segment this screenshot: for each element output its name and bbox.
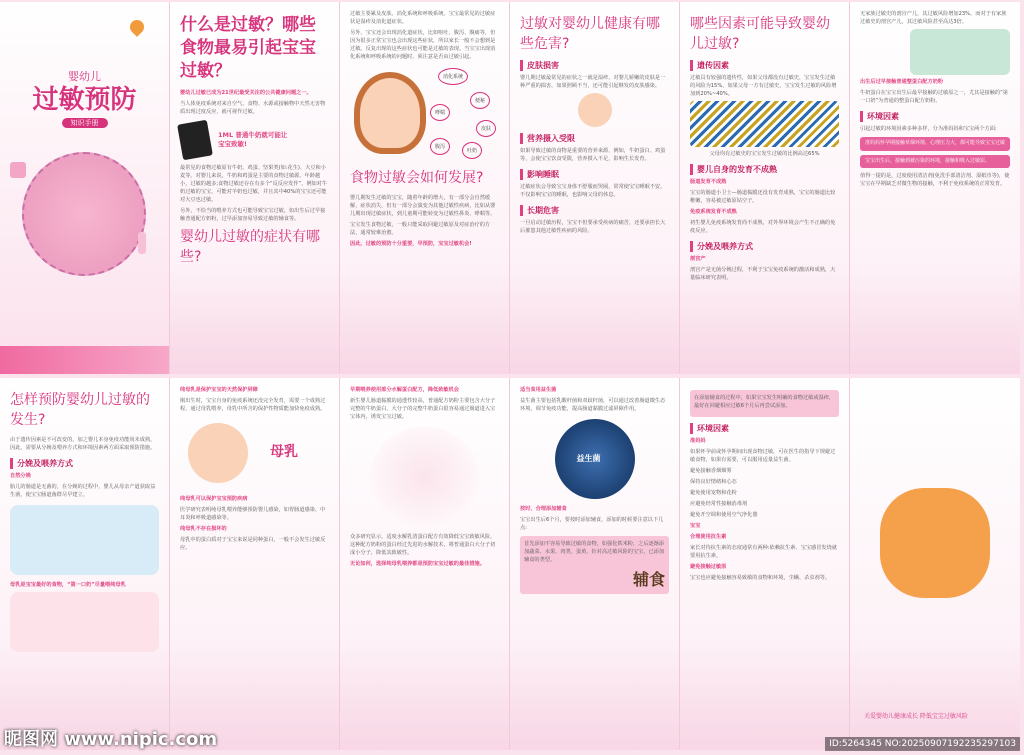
paragraph: 胎儿的肠道是无菌的，在分娩的过程中，婴儿从母亲产道获取益生菌，使宝宝肠道菌群尽早建立。: [10, 484, 156, 498]
minor-heading: 准妈妈: [690, 438, 706, 444]
heart-logo-icon: [127, 17, 147, 37]
paragraph: 宝宝出生后6个月，要按时添加辅食，添加的时候要注意以下几点:: [520, 517, 664, 531]
paragraph: 引起过敏的环境因素多种多样，分为准妈妈和宝宝两个方面:: [860, 126, 997, 132]
crying-baby-illustration: [578, 93, 612, 127]
girl-illustration: [354, 72, 426, 154]
paragraph: 值得一提的是，过度使用清洁剂(免洗手部清洁剂、湿纸巾等)，使宝宝在早期缺乏对微生物的接触，不利于免疫系统的正常发育。: [860, 173, 1010, 187]
probiotic-sphere-illustration: [555, 419, 635, 499]
minor-heading: 宝宝: [690, 523, 701, 529]
highlight-text: 婴幼儿过敏已成为21世纪最受关注的公共健康问题之一。: [180, 90, 312, 96]
heading-what-is-allergy: 什么是过敏？哪些食物最易引起宝宝过敏？: [180, 15, 316, 81]
breastfeeding-illustration: [188, 423, 248, 483]
paragraph: 刚出生时，宝宝自身的免疫系统还没完全发育，需要一个成熟过程，通过母乳喂养，母乳中所含的保护性物质能加快免疫成熟。: [180, 398, 326, 412]
milk-stat: 1ML 普通牛奶就可能让宝宝致敏!: [218, 131, 288, 148]
cover-panel: [0, 2, 170, 374]
minor-heading: 避免接触过敏原: [690, 564, 727, 570]
bottle-icon: [138, 232, 146, 254]
cover-wave: [0, 346, 169, 374]
paragraph: 宝宝也应避免接触容易致敏的食物和环境，尘螨、杀虫剂等。: [690, 575, 831, 581]
minor-heading: 纯母乳可以保护宝宝预防疾病: [180, 496, 248, 502]
milk-stat-row: [180, 122, 329, 158]
paragraph: 过敏主要累及皮肤、消化系统和呼吸系统，宝宝最常见的过敏症状是湿疹及消化道症状。: [350, 11, 496, 25]
surgery-illustration: [910, 29, 1010, 75]
heading-development: 食物过敏会如何发展?: [350, 170, 484, 186]
subheading: 营养摄入受限: [520, 133, 669, 144]
symptom-label: 便秘: [470, 92, 490, 109]
minor-heading: 自然分娩: [10, 473, 31, 479]
heading-harms: 过敏对婴幼儿健康有哪些危害?: [520, 16, 660, 52]
paragraph: 母乳中的蛋白质对于宝宝来说是同种蛋白，一般不会发生过敏反应。: [180, 537, 326, 551]
panel-prevention: [0, 378, 170, 750]
minor-heading: 纯母乳不存在损坏的: [180, 526, 227, 532]
minor-heading: 纯母乳是保护宝宝的天然保护屏障: [180, 387, 258, 393]
breastmilk-label: 母乳: [270, 444, 298, 460]
list-item: 避免开空调和使用空气净化器: [690, 512, 758, 518]
panel-formula: [340, 378, 510, 750]
paragraph: 益生菌主要包括乳酸杆菌和双歧杆菌，可以通过改善肠道微生态环境，调节免疫功能，提高肠道黏膜过滤屏障作用。: [520, 398, 666, 412]
list-item: 避免接触香烟烟雾: [690, 468, 732, 474]
paragraph: 如果导致过敏的食物是重要的营养来源，例如，牛奶蛋白、鸡蛋等，会使宝宝饮食受限，营养摄入不足，影响生长发育。: [520, 148, 666, 162]
subheading: 长期危害: [520, 205, 669, 216]
intro-box: [690, 390, 839, 417]
paragraph: 最常见的食物过敏原有牛奶、鸡蛋、坚果类(如:花生)、大豆和小麦等。对婴儿来说，牛奶和鸡蛋是主要的食物过敏源。年龄越小，过敏的越多;食物过敏还存在有多个“反反应发作”，例如对牛奶过敏的宝宝，可能对羊奶也过敏，并且其中40%的宝宝还可能对大豆也过敏。: [180, 165, 328, 203]
paragraph: 牛奶蛋白在宝宝出生后最早接触的过敏原之一，尤其是接触的“第一口奶”为普通的整蛋白配方奶粉。: [860, 90, 1008, 104]
paragraph: 婴儿期过敏最常见的症状之一就是湿疹，对婴儿娇嫩的皮肤是一种严重的损害，如果照顾不当，还可能引起继发的皮肤感染。: [520, 75, 666, 89]
callout: 准妈妈怀孕期接触草烟环境、心理压力大，都可能导致宝宝过敏: [860, 137, 1010, 151]
mother-baby-illustration: [22, 152, 146, 276]
subheading: 环境因素: [690, 423, 839, 434]
brochure-outside: [0, 2, 1024, 374]
paragraph: 由于遗传因素是不可改变的，加之婴儿本身免疫功能尚未成熟，因此，需要从分娩及喂养方式和环境因素两方面采取预防措施。: [10, 437, 156, 451]
breastfeed-image: [180, 419, 329, 489]
prevention-note: 因此，过敏的预防十分重要，早预防，宝宝过敏机会!: [350, 241, 472, 247]
panel-causes-cont: [850, 2, 1020, 374]
subheading: 分娩及喂养方式: [10, 458, 159, 469]
minor-heading: 按时、合理添加辅食: [520, 506, 567, 512]
paragraph: 婴儿期发生过敏的宝宝，随着年龄的增大，有一部分会自然缓解，症状消失，但有一部分会演变为其他过敏性疾病，比如从婴儿期出现过敏症状，到儿童期可能转变为过敏性鼻炎、哮喘等。: [350, 195, 496, 217]
paragraph: 另外，宝宝还会出现消化道症状，比如呕吐、腹泻、腹痛等，但因为很多正常宝宝也会出现这些症状，所以家长一般不会想到是过敏。反复出现的这些症状也可能是过敏的表现。当宝宝出现消化系统和呼吸系统的问题时，须注意是否由过敏引起。: [350, 30, 496, 60]
heading-symptoms: 婴幼儿过敏的症状有哪些?: [180, 229, 320, 265]
nipic-watermark-logo: 昵图网 www.nipic.com: [4, 729, 218, 750]
family-illustration: [10, 505, 159, 575]
list-item: 应避免经常性接触消毒剂: [690, 501, 748, 507]
subheading: 遗传因素: [690, 60, 839, 71]
subheading: 影响睡眠: [520, 169, 669, 180]
panel-what-is-allergy: [170, 2, 340, 374]
panel-back-cover: [850, 378, 1020, 750]
subheading: 皮肤损害: [520, 60, 669, 71]
paragraph: 宝宝发生食物过敏，一般只能采取回避过敏原及对症治疗的方法，通常较难治愈。: [350, 222, 491, 236]
subheading: 分娩及喂养方式: [690, 241, 839, 252]
paragraph: 无论如何，选择纯母乳喂养都是预防宝宝过敏的最佳措施。: [350, 561, 485, 567]
panel-environment: [680, 378, 850, 750]
symptom-label: 腹泻: [430, 138, 450, 155]
list-item: 保持良好情绪和心态: [690, 479, 737, 485]
paragraph: 无家族过敏史的剖宫产儿，其过敏风险增加23%，而对于有家族过敏史的剖宫产儿，其过敏风险甚至高达3倍。: [860, 11, 1007, 25]
minor-heading: 剖宫产: [690, 256, 706, 262]
symptom-label: 消化系统: [438, 68, 468, 85]
paragraph: 医学研究表明纯母乳喂养能够预防婴儿感染，如胃肠道感染、中耳炎和呼吸道感染等。: [180, 507, 326, 521]
paragraph: 剖宫产是无菌分娩过程，不利于宝宝免疫系统的激活和成熟，大量临床研究表明。: [690, 267, 836, 281]
minor-heading: 适当食用益生菌: [520, 387, 557, 393]
paragraph: 在添加辅食的过程中，如果宝宝发生明确的食物过敏或湿疹，最好在回避相应过敏6个月后再尝试添加。: [694, 395, 835, 409]
cover-badge: 知识手册: [62, 118, 108, 128]
callout: 宝宝出生后，接触到被污染的环境，接触和吸入过敏原。: [860, 155, 1010, 169]
image-id-watermark: ID:5264345 NO:20250907192235297103: [825, 737, 1020, 751]
minor-heading: 早期喂养使用部分水解蛋白配方，降低致敏机会: [350, 387, 459, 393]
complementary-food-tag: 辅食: [632, 570, 665, 589]
symptom-label: 吐奶: [462, 142, 482, 159]
list-item: 避免使用宠物和花粉: [690, 490, 737, 496]
paragraph: 家长对待抗生素的态度通常有两种:依赖抗生素、宝宝感冒发烧就要用抗生素。: [690, 545, 837, 559]
brochure-inside: [0, 378, 1024, 750]
first-milk-note: 母乳是宝宝最好的食物，“第一口奶”尽量喂纯母乳: [10, 582, 126, 588]
panel-symptoms: [340, 2, 510, 374]
tips-box: [520, 536, 669, 594]
symptom-label: 哮喘: [430, 104, 450, 121]
paragraph: 过敏具有较强的遗传性，如果父母都没有过敏史，宝宝发生过敏的风险为15%，如果父母一方有过敏史，宝宝发生过敏的风险增加到20%~40%。: [690, 75, 837, 97]
subheading: 婴儿自身的发育不成熟: [690, 164, 839, 175]
minor-heading: 肠道发育不成熟: [690, 179, 727, 185]
dna-illustration: [690, 101, 839, 147]
panel-causes: [680, 2, 850, 374]
cover-title: 过敏预防: [32, 85, 137, 115]
mother-child-illustration: [880, 488, 990, 598]
baby-bottle-illustration: [370, 427, 479, 527]
heading-prevention: 怎样预防婴幼儿过敏的发生?: [10, 392, 150, 428]
minor-heading: 出生后过早接触普通整蛋白配方奶粉: [860, 79, 944, 85]
panel-breastfeeding: [170, 378, 340, 750]
dna-caption: 父母均有过敏史的宝宝发生过敏的比例高达65%: [709, 151, 820, 157]
minor-heading: 免疫系统发育不成熟: [690, 209, 737, 215]
panel-probiotics: [510, 378, 680, 750]
tips-text: 首先添加不容易导致过敏的食物，如强化铁米粉，之后逐渐添加蔬菜、水果、肉类、蛋黄，针对高过敏风险的宝宝，已添加辅食的类型。: [524, 541, 665, 563]
probiotic-label: 益生菌: [576, 454, 601, 463]
subheading: 环境因素: [860, 111, 1010, 122]
paragraph: 新生婴儿肠道黏膜的通透性较高，普通配方奶粉主要包含大分子完整的牛奶蛋白，大分子的完整牛奶蛋白很容易通过肠道进入宝宝体内，诱发宝宝过敏。: [350, 398, 496, 420]
baby-onesie-icon: [10, 162, 26, 178]
milk-carton-icon: [177, 120, 213, 161]
paragraph: 宝宝的肠道小卫士—肠道黏膜还没有发育成熟，宝宝的肠道比较稚嫩，容易被过敏原钻空子。: [690, 190, 836, 204]
paragraph: 当人体免疫系统对来自空气、食物、水源或接触物中天然无害物质出现过度反应，就可视作过敏。: [180, 101, 326, 115]
mother-feeding-illustration: [10, 592, 159, 652]
paragraph: 初生婴儿免疫系统发育尚不成熟，对外界环境会产生不正确的免疫反应。: [690, 220, 836, 234]
cover-kicker: 婴幼儿: [68, 70, 101, 83]
paragraph: 一旦启动过敏历程，宝宝不但要承受疾病的痛苦，还要承担长大后罹患其他过敏性疾病的风险。: [520, 220, 666, 234]
paragraph: 如果怀孕前或怀孕期间出现食物过敏，可在医生的指导下规避过敏食物，如果有需要，可以服用适量益生菌。: [690, 449, 836, 463]
paragraph: 另外，不恰当的喂养方式也可能导致宝宝过敏，如出生后过早接触普通配方奶粉，过早添加容易导致过敏的辅食等。: [180, 208, 326, 222]
heading-causes: 哪些因素可能导致婴幼儿过敏?: [690, 16, 830, 52]
footer-slogan: 关爱婴幼儿健康成长 降低宝宝过敏风险: [864, 713, 968, 720]
symptom-diagram: [350, 64, 499, 164]
minor-heading: 合理使用抗生素: [690, 534, 727, 540]
symptom-label: 皮肤: [476, 120, 496, 137]
panel-harms: [510, 2, 680, 374]
paragraph: 过敏症状会导致宝宝身体不舒服而哭闹，常常使宝宝睡眠不安，不仅影响宝宝的睡眠，也影响父母的休息。: [520, 184, 666, 198]
paragraph: 众多研究显示，适度水解乳清蛋白配方有效降低宝宝致敏风险，这种配方奶粉的蛋白经过先进的水解技术，将普通蛋白大分子切成小分子，降低其致敏性。: [350, 534, 496, 556]
